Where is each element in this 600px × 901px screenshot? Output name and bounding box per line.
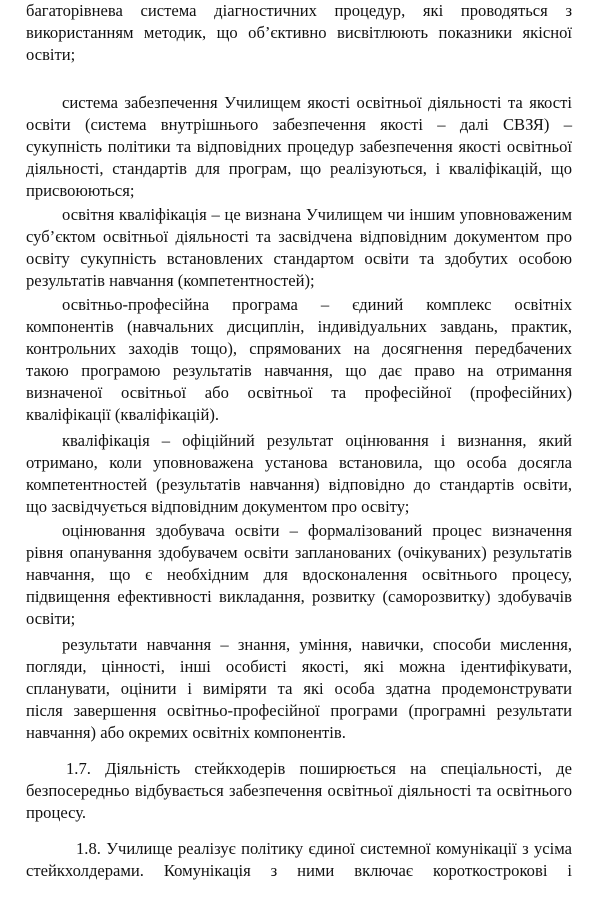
text-line: підвищення ефективності викладання, розвитку (саморозвитку) здобувачів xyxy=(26,587,572,606)
text-line: оцінювання здобувача освіти – формалізований процес визначення xyxy=(62,521,572,540)
text-line: погляди, цінності, інші особисті якості, які можна ідентифікувати, xyxy=(26,657,572,676)
text-line: після завершення освітньо-професійної програми (програмні результати xyxy=(26,701,572,720)
section-1-7-line: 1.7. Діяльність стейкходерів поширюється на спеціальності, де xyxy=(66,759,572,778)
text-line: суб’єктом освітньої діяльності та засвідчена відповідним документом про xyxy=(26,227,572,246)
text-line: такою програмою результатів навчання, що дає право на отримання xyxy=(26,361,572,380)
text-line: навчання) або окремих освітніх компонентів. xyxy=(26,723,346,742)
text-line: стейкхолдерами. Комунікація з ними включає короткострокові і xyxy=(26,861,572,880)
text-line: діяльності, стандартів для програм, що реалізуються, і кваліфікацій, що xyxy=(26,159,572,178)
text-line: освіти; xyxy=(26,609,76,628)
text-line: отримано, коли уповноважена установа встановила, що особа досягла xyxy=(26,453,572,472)
text-line: визначеної освітньої або освітньої та професійної (професійних) xyxy=(26,383,572,402)
text-line: кваліфікації (кваліфікацій). xyxy=(26,405,220,424)
text-line: присвоюються; xyxy=(26,181,135,200)
text-line: кваліфікація – офіційний результат оцінювання і визнання, який xyxy=(62,431,572,450)
text-line: освіту сукупність встановлених стандартом освіти та здобутих особою xyxy=(26,249,572,268)
text-line: сукупність політики та відповідних процедур забезпечення якості освітньої xyxy=(26,137,572,156)
text-line: процесу. xyxy=(26,803,87,822)
text-line: спланувати, оцінити і виміряти та які особа здатна продемонструвати xyxy=(26,679,572,698)
text-line: компонентів (навчальних дисциплін, індивідуальних завдань, практик, xyxy=(26,317,572,336)
text-line: навчання, що є необхідним для вдосконалення освітнього процесу, xyxy=(26,565,572,584)
section-1-8-line: 1.8. Училище реалізує політику єдиної системної комунікації з усіма xyxy=(76,839,572,858)
text-line: багаторівнева система діагностичних процедур, які проводяться з xyxy=(26,1,572,20)
text-line: освіти (система внутрішнього забезпечення якості – далі СВЗЯ) – xyxy=(26,115,572,134)
text-line: освітньо-професійна програма – єдиний комплекс освітніх xyxy=(62,295,572,314)
text-line: освітня кваліфікація – це визнана Училищем чи іншим уповноваженим xyxy=(62,205,572,224)
text-line: освіти; xyxy=(26,45,76,64)
text-line: рівня опанування здобувачем освіти запланованих (очікуваних) результатів xyxy=(26,543,572,562)
text-line: система забезпечення Училищем якості освітньої діяльності та якості xyxy=(62,93,572,112)
text-line: компетентностей (результатів навчання) відповідно до стандартів освіти, xyxy=(26,475,572,494)
text-line: контрольних заходів тощо), спрямованих на досягнення передбачених xyxy=(26,339,572,358)
text-line: використанням методик, що об’єктивно висвітлюють показники якісної xyxy=(26,23,572,42)
text-line: результатів навчання (компетентностей); xyxy=(26,271,315,290)
text-line: безпосередньо відбувається забезпечення освітньої діяльності та освітнього xyxy=(26,781,572,800)
text-line: що засвідчується відповідним документом про освіту; xyxy=(26,497,410,516)
text-line: результати навчання – знання, уміння, навички, способи мислення, xyxy=(62,635,572,654)
